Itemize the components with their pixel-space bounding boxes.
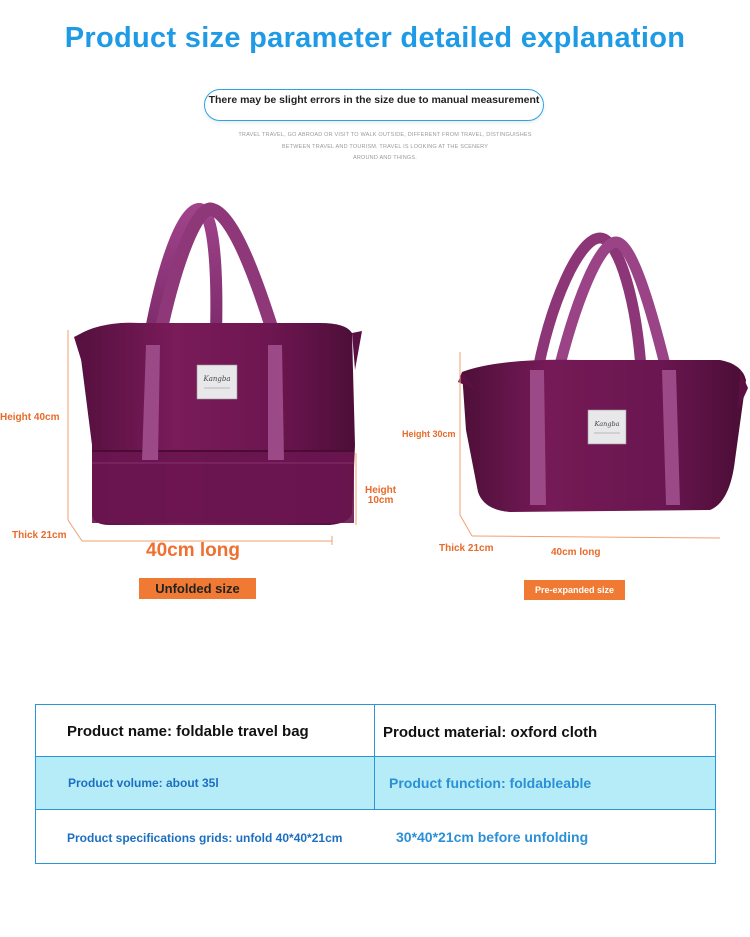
- spec-table: [35, 704, 716, 864]
- spec-cell-grids: [36, 810, 715, 863]
- left-height-label: Height 40cm: [0, 412, 60, 423]
- fine-print-line-1: TRAVEL TRAVEL, GO ABROAD OR VISIT TO WALK OUTSIDE, DIFFERENT FROM TRAVEL, DISTINGUISHES: [238, 132, 532, 138]
- spec-cell-material: [375, 705, 715, 757]
- spec-name-text: Product name: foldable travel bag: [67, 723, 309, 740]
- right-thick-label: Thick 21cm: [439, 543, 494, 554]
- right-long-label: 40cm long: [551, 547, 601, 558]
- svg-text:Kangba: Kangba: [203, 375, 231, 383]
- left-long-label: 40cm long: [146, 540, 240, 561]
- spec-function-text: Product function: foldableable: [389, 775, 592, 791]
- extra-height-label: Height 10cm: [365, 485, 397, 506]
- pre-expanded-bag-illustration: [380, 230, 750, 570]
- svg-text:Kangba: Kangba: [594, 420, 620, 428]
- measurement-note: [204, 89, 544, 121]
- pre-expanded-size-tag-text: Pre-expanded size: [534, 585, 615, 595]
- spec-volume-text: Product volume: about 35l: [68, 776, 219, 790]
- measurement-note-text: There may be slight errors in the size due to manual measurement: [208, 94, 540, 106]
- spec-cell-function: [375, 757, 715, 810]
- unfolded-size-tag: [139, 578, 256, 599]
- spec-material-text: Product material: oxford cloth: [383, 724, 598, 741]
- spec-cell-volume: [36, 757, 375, 810]
- pre-expanded-size-tag: [524, 580, 625, 600]
- spec-cell-name: [36, 705, 375, 757]
- right-height-label: Height 30cm: [402, 429, 456, 439]
- spec-grids-text: Product specifications grids: unfold 40*40*21cm: [67, 831, 343, 845]
- fine-print-line-2: BETWEEN TRAVEL AND TOURISM. TRAVEL IS LOOKING AT THE SCENERY: [281, 144, 489, 150]
- left-thick-label: Thick 21cm: [12, 530, 67, 541]
- unfolded-size-tag-text: Unfolded size: [155, 581, 240, 596]
- fine-print-line-3: AROUND AND THINGS.: [352, 155, 417, 161]
- spec-before-text: 30*40*21cm before unfolding: [396, 829, 589, 845]
- page-title: Product size parameter detailed explanation: [64, 22, 686, 54]
